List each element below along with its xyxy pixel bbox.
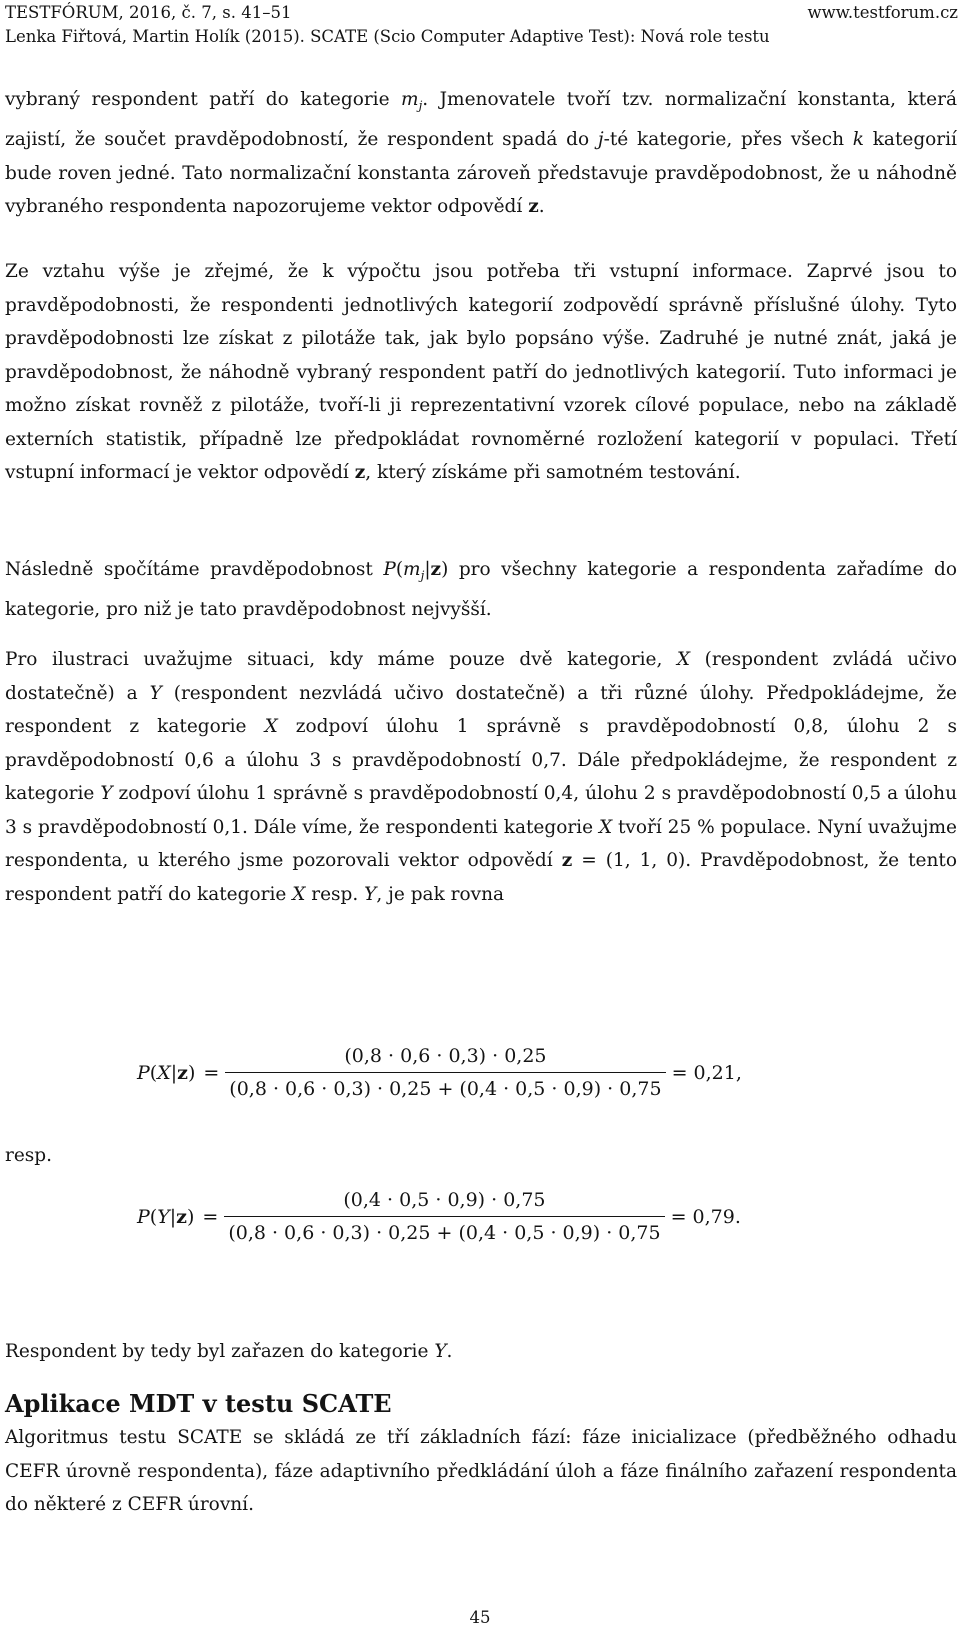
journal-ref: TESTFÓRUM, 2016, č. 7, s. 41–51 (5, 3, 292, 22)
journal-url: www.testforum.cz (807, 3, 958, 22)
fraction-x (225, 1045, 665, 1100)
denominator: (0,8 · 0,6 · 0,3) · 0,25 + (0,4 · 0,5 · 0,9) · 0,75 (225, 1072, 665, 1100)
article-citation: Lenka Fiřtová, Martin Holík (2015). SCATE (Scio Computer Adaptive Test): Nová role testu (5, 27, 770, 46)
equation-x: P(X|z) = $\frac{(0,8 \cdot 0,6 \cdot 0,3) \cdot 0,25}{(0,8 \cdot 0,6 \cdot 0,3) \cdot 0,25 + (0,4 \cdot 0,5 \cdot 0,9) \cdot 0,75}$ = 0,21, (137, 1045, 742, 1100)
fraction-y (224, 1189, 664, 1244)
equation-y: P(Y|z) = $\frac{(0,4 \cdot 0,5 \cdot 0,9) \cdot 0,75}{(0,8 \cdot 0,6 \cdot 0,3) \cdot 0,25 + (0,4 \cdot 0,5 \cdot 0,9) \cdot 0,75}$ = 0,79. (137, 1189, 741, 1244)
page-number: 45 (469, 1608, 491, 1627)
resp-label: resp. (5, 1145, 53, 1166)
paragraph-conclusion: Respondent by tedy byl zařazen do kategorie Y. (5, 1341, 453, 1362)
paragraph-illustration: Pro ilustraci uvažujme situaci, kdy máme pouze dvě kategorie, X (respondent zvládá učivo dostatečně) a Y (respondent nezvládá učivo dostatečně) a tři různé úlohy. Předpokládejme, že respondent z kategorie X zodpoví úlohu 1 správně s pravděpodobností 0,8, úlohu 2 s pravděpodobností 0,6 a úlohu 3 s pravděpodobností 0,7. Dále předpokládejme, že respondent z kategorie Y zodpoví úlohu 1 správně s pravděpodobností 0,4, úlohu 2 s pravděpodobností 0,5 a úlohu 3 s pravděpodobností 0,1. Dále víme, že respondenti kategorie X tvoří 25 % populace. Nyní uvažujme respondenta, u kterého jsme pozorovali vektor odpovědí z = (1, 1, 0). Pravděpodobnost, že tento respondent patří do kategorie X resp. Y, je pak rovna (5, 649, 957, 905)
numerator: (0,8 · 0,6 · 0,3) · 0,25 (344, 1045, 547, 1067)
numerator: (0,4 · 0,5 · 0,9) · 0,75 (343, 1189, 546, 1211)
paragraph-assignment: Následně spočítáme pravděpodobnost $P(m_j|z)$ pro všechny kategorie a respondenta zařadíme do kategorie, pro niž je tato pravděpodobnost nejvyšší. (5, 559, 957, 621)
denominator: (0,8 · 0,6 · 0,3) · 0,25 + (0,4 · 0,5 · 0,9) · 0,75 (224, 1216, 664, 1244)
paragraph-algorithm: Algoritmus testu SCATE se skládá ze tří základních fází: fáze inicializace (předběžného odhadu CEFR úrovně respondenta), fáze adaptivního předkládání úloh a fáze finálního zařazení respondenta do některé z CEFR úrovní. (5, 1427, 957, 1515)
paragraph-normalization: vybraný respondent patří do kategorie $m_j$. Jmenovatele tvoří tzv. normalizační konstanta, která zajistí, že součet pravděpodobností, že respondent spadá do j-té kategorie, přes všech k kategorií bude roven jedné. Tato normalizační konstanta zároveň představuje pravděpodobnost, že u náhodně vybraného respondenta napozorujeme vektor odpovědí z. (5, 89, 957, 218)
section-heading: Aplikace MDT v testu SCATE (5, 1389, 392, 1418)
paragraph-inputs: Ze vztahu výše je zřejmé, že k výpočtu jsou potřeba tři vstupní informace. Zaprvé jsou to pravděpodobnosti, že respondenti jednotlivých kategorií zodpovědí správně příslušné úlohy. Tyto pravděpodobnosti lze získat z pilotáže tak, jak bylo popsáno výše. Zadruhé je nutné znát, jaká je pravděpodobnost, že náhodně vybraný respondent patří do jednotlivých kategorií. Tuto informaci je možno získat rovněž z pilotáže, tvoří-li ji reprezentativní vzorek cílové populace, nebo na základě externích statistik, případně lze předpokládat rovnoměrné rozložení kategorií v populaci. Třetí vstupní informací je vektor odpovědí z, který získáme při samotném testování. (5, 261, 957, 483)
